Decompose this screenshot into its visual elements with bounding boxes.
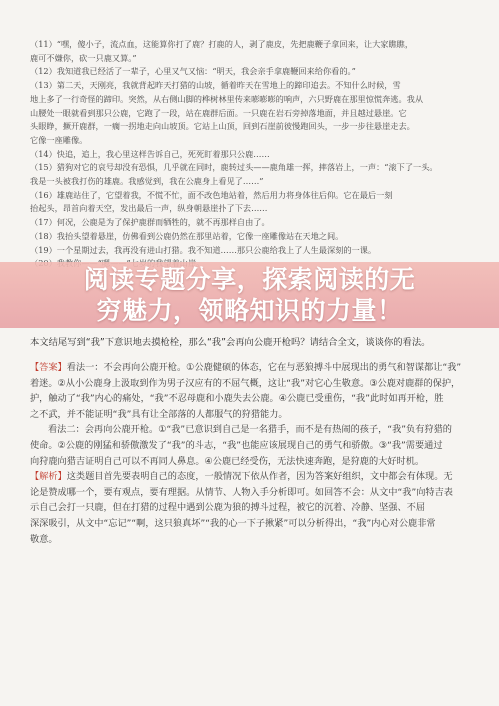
passage-line: （17）何况，公鹿是为了保护鹿群而牺牲的，就不再那样自由了。 bbox=[30, 217, 270, 228]
passage-line: （16）雄鹿站住了，它望着我，不慌不忙，面不改色地站着，然后用力将身体往后仰。它在最后一刻 bbox=[30, 189, 393, 200]
analysis-line: 深深吸引，从文中“忘记”“啊，这只狼真坏”“我的心一下子揪紧”可以分析得出，“我”内心对公鹿非常 bbox=[30, 517, 436, 529]
question-text: 本文结尾写到“我”下意识地去摸枪栓，那么“我”会再向公鹿开枪吗？请结合全文，谈谈你的看法。 bbox=[30, 337, 431, 348]
answer-line: 护，触动了“我”内心的痛处，“我”不忍母鹿和小鹿失去公鹿。④公鹿已受重伤，“我”此时如再开枪，胜 bbox=[30, 393, 444, 405]
view-two-head: 看法二：会再向公鹿开枪。①“我”已意识到自己是一名猎手，而不是有热闹的孩子，“我”负有狩猎的 bbox=[48, 424, 452, 436]
answer-label: 【答案】 bbox=[30, 362, 67, 373]
passage-line: （12）我知道我已经活了一辈子，心里又气又恼：“明天，我会亲手拿鹿鞭回来给你看的。” bbox=[30, 66, 356, 77]
passage-line: （14）快追，追上，我心里这样告诉自己，死死盯着那只公鹿…… bbox=[30, 148, 270, 159]
view-one-head bbox=[30, 360, 470, 376]
answer-line: 着迷。②从小公鹿身上汲取到作为男子汉应有的不屈气概，这让“我”对它心生敬意。③公鹿对鹿群的保护， bbox=[30, 377, 461, 389]
passage-line: 鹿可不嫌你，砍一只鹿又算。” bbox=[30, 52, 137, 63]
banner-line-1: 阅读专题分享，探索阅读的无 bbox=[83, 265, 416, 294]
passage-line: 抬起头，昂首向着天空，发出最后一声，纵身朝悬崖扑了下去…… bbox=[30, 203, 268, 214]
passage-line: 山腰处一眼就看到那只公鹿，它跑了一段，站在鹿群后面。一只鹿在岩石旁掉落地面，并且越过悬崖。它 bbox=[30, 107, 407, 118]
answer-section bbox=[30, 360, 470, 547]
passage-line: （13）第二天，天刚亮，我就背起昨天打猎的山坡，循着昨天在雪地上的蹄印追去。不知什么时候，雪 bbox=[30, 80, 401, 91]
answer-line: 使命。②公鹿的刚猛和骄傲激发了“我”的斗志，“我”也能应该展现自己的勇气和骄傲。③“我”需要通过 bbox=[30, 439, 443, 451]
analysis-label: 【解析】 bbox=[30, 471, 67, 483]
promo-banner bbox=[0, 262, 499, 328]
view-one-text: 看法一：不会再向公鹿开枪。①公鹿健硕的体态，它在与恶狼搏斗中展现出的勇气和智谋都让“我” bbox=[66, 362, 462, 373]
analysis-line: 论是赞成哪一个，要有观点，要有理据。从情节、人物入手分析即可。如回答不会：从文中“我”向特吉表 bbox=[30, 486, 453, 498]
analysis-line: 示自己会打一只鹿，但在打猎的过程中遇到公鹿为狼的搏斗过程，被它的沉着、冷静、坚强、不屈 bbox=[30, 502, 426, 514]
passage-text bbox=[0, 0, 499, 268]
passage-line: （19）一个星期过去，我再没有进山打猎。我不知道……那只公鹿给我上了人生最深刻的一课。 bbox=[30, 244, 377, 255]
passage-line: （15）猎狗对它的哀号却没有恐惧，几乎就在同时，鹿转过头——鹿角雄一挥，摔落岩上，一声：“滚下了一头。 bbox=[30, 162, 438, 173]
passage-line: 我是一头被我打伤的雄鹿。我感觉到，我在公鹿身上看见了……” bbox=[30, 176, 264, 187]
passage-line: 头眼睁，撅开鹿群，一瘸一拐地走向山坡顶。它站上山顶，回到石崖前彼慢跑回头，一步一步往悬崖走去。 bbox=[30, 121, 415, 132]
analysis-text: 这类题目首先要表明自己的态度，一般情况下依从作者，因为答案好组织，文中都会有体现。无 bbox=[66, 471, 453, 483]
passage-line: （11）“嘿，傻小子，流点血，这能算你打了鹿？打鹿的人，剥了鹿皮，先把鹿鞭子拿回来，让大家瞧瞧， bbox=[30, 39, 414, 49]
analysis-line: 敬意。 bbox=[30, 533, 58, 545]
answer-line: 向狩鹿向猎吉证明自己可以不再同人鼻息。④公鹿已经受伤，无法快速奔跑，是狩鹿的大好时机。 bbox=[30, 455, 425, 467]
banner-line-2: 穷魅力，领略知识的力量！ bbox=[96, 296, 403, 325]
passage-line: （18）我抬头望着悬崖，仿佛看到公鹿仍然在那里站着，它像一座雕像站在天地之间。 bbox=[30, 230, 344, 241]
analysis-head bbox=[30, 469, 470, 485]
passage-line: 它像一座雕像。 bbox=[30, 134, 88, 145]
answer-line: 之不武，并不能证明“我”具有让全部落的人都服气的狩猎能力。 bbox=[30, 408, 288, 420]
passage-line: 地上多了一行奇怪的蹄印。突然，从右侧山脚的桦树林里传来嘭嘭嘭的响声，六只野鹿在那里惊慌奔逃。我从 bbox=[30, 93, 424, 104]
